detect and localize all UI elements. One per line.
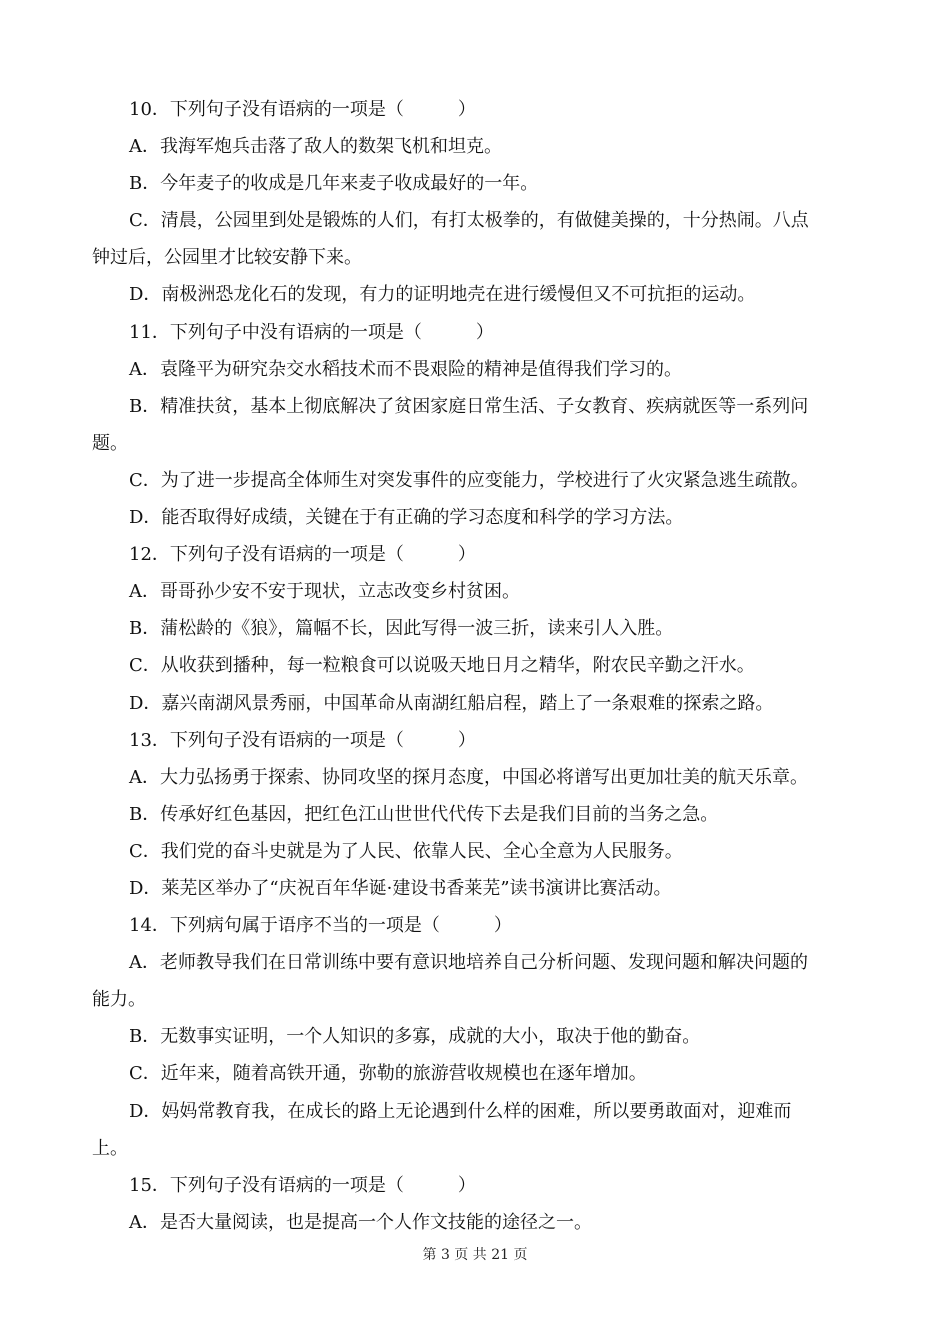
q12-option-c: C．从收获到播种，每一粒粮食可以说吸天地日月之精华，附农民辛勤之汗水。 (129, 655, 755, 677)
question-11-stem: 11．下列句子中没有语病的一项是（ ） (129, 321, 494, 343)
question-13-stem: 13．下列句子没有语病的一项是（ ） (129, 729, 476, 751)
q14-option-a: A．老师教导我们在日常训练中要有意识地培养自己分析问题、发现问题和解决问题的 (129, 952, 808, 974)
q13-option-c: C．我们党的奋斗史就是为了人民、依靠人民、全心全意为人民服务。 (129, 840, 683, 862)
q12-option-d: D．嘉兴南湖风景秀丽，中国革命从南湖红船启程，踏上了一条艰难的探索之路。 (129, 692, 774, 714)
document-body (92, 91, 860, 1241)
question-14-stem: 14．下列病句属于语序不当的一项是（ ） (129, 915, 512, 937)
q10-option-c-cont: 钟过后，公园里才比较安静下来。 (92, 247, 362, 269)
q13-option-a: A．大力弘扬勇于探索、协同攻坚的探月态度，中国必将谱写出更加壮美的航天乐章。 (129, 766, 808, 788)
q11-option-b-cont: 题。 (92, 432, 128, 454)
q11-option-a: A．袁隆平为研究杂交水稻技术而不畏艰险的精神是值得我们学习的。 (129, 358, 682, 380)
q14-option-a-cont: 能力。 (92, 989, 146, 1011)
q14-option-d-cont: 上。 (92, 1137, 128, 1159)
question-12-stem: 12．下列句子没有语病的一项是（ ） (129, 544, 476, 566)
q11-option-b: B．精准扶贫，基本上彻底解决了贫困家庭日常生活、子女教育、疾病就医等一系列问 (129, 395, 809, 417)
q10-option-a: A．我海军炮兵击落了敌人的数架飞机和坦克。 (129, 136, 502, 158)
q10-option-b: B．今年麦子的收成是几年来麦子收成最好的一年。 (129, 173, 539, 195)
q13-option-d: D．莱芜区举办了“庆祝百年华诞·建设书香莱芜”读书演讲比赛活动。 (129, 877, 672, 899)
q12-option-a: A．哥哥孙少安不安于现状，立志改变乡村贫困。 (129, 581, 520, 603)
q14-option-c: C．近年来，随着高铁开通，弥勒的旅游营收规模也在逐年增加。 (129, 1063, 647, 1085)
q10-option-d: D．南极洲恐龙化石的发现，有力的证明地壳在进行缓慢但又不可抗拒的运动。 (129, 284, 756, 306)
page-footer: 第 3 页 共 21 页 (422, 1247, 528, 1263)
q11-option-c: C．为了进一步提高全体师生对突发事件的应变能力，学校进行了火灾紧急逃生疏散。 (129, 469, 809, 491)
question-15-stem: 15．下列句子没有语病的一项是（ ） (129, 1174, 476, 1196)
q13-option-b: B．传承好红色基因，把红色江山世世代代传下去是我们目前的当务之急。 (129, 803, 719, 825)
q11-option-d: D．能否取得好成绩，关键在于有正确的学习态度和科学的学习方法。 (129, 507, 684, 529)
q10-option-c: C．清晨，公园里到处是锻炼的人们，有打太极拳的，有做健美操的，十分热闹。八点 (129, 210, 809, 232)
q12-option-b: B．蒲松龄的《狼》，篇幅不长，因此写得一波三折，读来引人入胜。 (129, 618, 674, 640)
question-10-stem: 10．下列句子没有语病的一项是（ ） (129, 99, 476, 120)
q14-option-b: B．无数事实证明，一个人知识的多寡，成就的大小，取决于他的勤奋。 (129, 1026, 701, 1048)
q14-option-d: D．妈妈常教育我，在成长的路上无论遇到什么样的困难，所以要勇敢面对，迎难而 (129, 1100, 792, 1122)
q15-option-a: A．是否大量阅读，也是提高一个人作文技能的途径之一。 (129, 1211, 592, 1233)
